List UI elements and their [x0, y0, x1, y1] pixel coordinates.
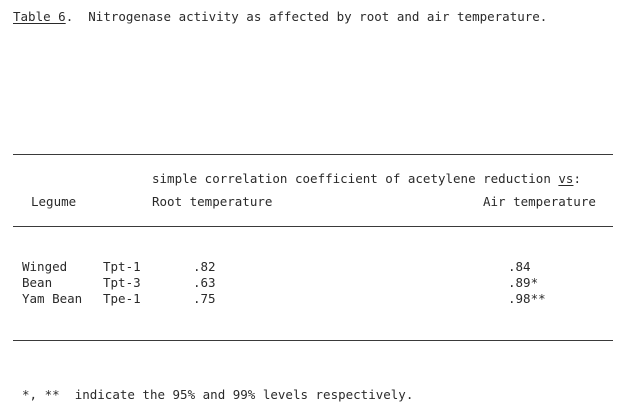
- header-rule: [13, 226, 613, 227]
- air-cell: .98**: [508, 291, 546, 306]
- line-cell: Tpt-1: [103, 259, 141, 274]
- root-cell: .75: [193, 291, 216, 306]
- air-cell: .89*: [508, 275, 539, 290]
- spanner-colon: :: [573, 171, 581, 186]
- root-cell: .63: [193, 275, 216, 290]
- spanner-vs: vs: [558, 171, 574, 186]
- footnote: [22, 388, 413, 402]
- table-caption: [13, 10, 547, 24]
- legume-cell: Bean: [22, 275, 53, 290]
- col-header-air: Air temperature: [483, 194, 596, 209]
- col-header-legume: Legume: [31, 194, 77, 209]
- air-cell: .84: [508, 259, 531, 274]
- col-header-root: Root temperature: [152, 194, 273, 209]
- root-cell: .82: [193, 259, 216, 274]
- footnote-text: indicate the 95% and 99% levels respectively.: [74, 387, 414, 402]
- line-cell: Tpe-1: [103, 291, 141, 306]
- spanner-text: simple correlation coefficient of acetylene reduction: [152, 171, 559, 186]
- footnote-marks: *, **: [22, 387, 60, 402]
- bottom-rule: [13, 340, 613, 341]
- table-number: Table 6: [13, 9, 66, 24]
- line-cell: Tpt-3: [103, 275, 141, 290]
- top-rule: [13, 154, 613, 155]
- legume-cell: Yam Bean: [22, 291, 83, 306]
- legume-cell: Winged: [22, 259, 68, 274]
- spanner-header: [152, 172, 581, 186]
- table-title: . Nitrogenase activity as affected by root and air temperature.: [65, 9, 548, 24]
